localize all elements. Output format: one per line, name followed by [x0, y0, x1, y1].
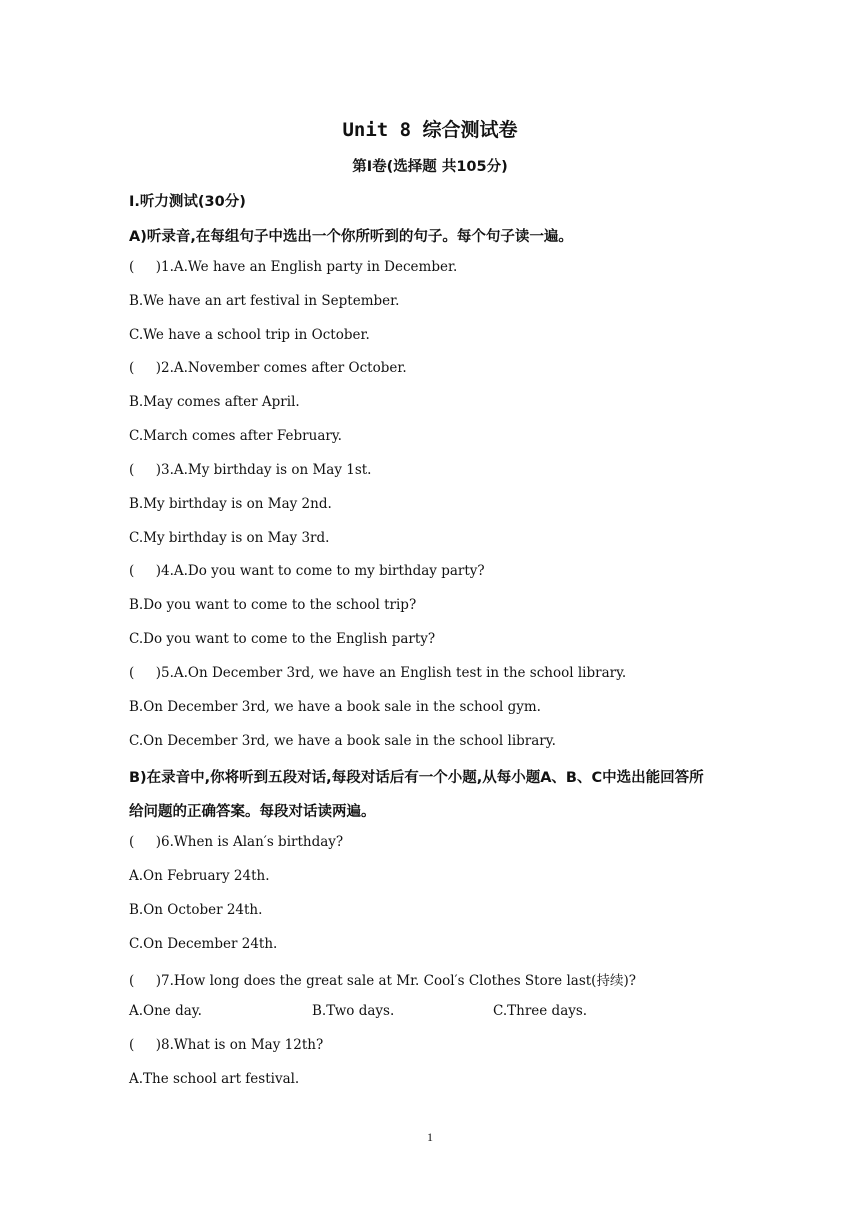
- option-line: B.My birthday is on May 2nd.: [129, 496, 332, 512]
- option-line: C.Do you want to come to the English party?: [129, 631, 436, 647]
- page-number: 1: [427, 1130, 433, 1144]
- option-line: B.We have an art festival in September.: [129, 293, 400, 309]
- part-a-instruction: A)听录音,在每组句子中选出一个你所听到的句子。每个句子读一遍。: [129, 229, 573, 245]
- question-line: ( )8.What is on May 12th?: [129, 1037, 324, 1053]
- page-title: Unit 8 综合测试卷: [342, 119, 518, 141]
- option-c: C.Three days.: [493, 1003, 588, 1019]
- option-line: C.We have a school trip in October.: [129, 327, 370, 343]
- option-line: B.Do you want to come to the school trip?: [129, 597, 417, 613]
- option-line: C.My birthday is on May 3rd.: [129, 530, 330, 546]
- option-line: A.The school art festival.: [129, 1071, 300, 1087]
- question-line: ( )2.A.November comes after October.: [129, 360, 407, 376]
- question-line: ( )3.A.My birthday is on May 1st.: [129, 462, 372, 478]
- option-line: C.On December 24th.: [129, 936, 278, 952]
- option-line: B.May comes after April.: [129, 394, 300, 410]
- option-line: B.On October 24th.: [129, 902, 263, 918]
- question-line: ( )6.When is Alan′s birthday?: [129, 834, 344, 850]
- option-b: B.Two days.: [312, 1003, 395, 1019]
- option-line: C.On December 3rd, we have a book sale in the school library.: [129, 733, 556, 749]
- question-line: ( )1.A.We have an English party in December.: [129, 259, 458, 275]
- option-line: C.March comes after February.: [129, 428, 342, 444]
- part-b-instruction: 给问题的正确答案。每段对话读两遍。: [129, 804, 376, 820]
- page-subtitle: 第Ⅰ卷(选择题 共105分): [352, 159, 508, 175]
- question-line: ( )5.A.On December 3rd, we have an English test in the school library.: [129, 665, 627, 681]
- option-line: A.On February 24th.: [129, 868, 270, 884]
- section-heading: Ⅰ.听力测试(30分): [129, 194, 246, 210]
- question-line: ( )7.How long does the great sale at Mr. Cool′s Clothes Store last(持续)?: [129, 973, 636, 989]
- option-a: A.One day.: [129, 1003, 202, 1019]
- part-b-instruction: B)在录音中,你将听到五段对话,每段对话后有一个小题,从每小题A、B、C中选出能回答所: [129, 770, 704, 786]
- question-line: ( )4.A.Do you want to come to my birthday party?: [129, 563, 485, 579]
- option-line: B.On December 3rd, we have a book sale in the school gym.: [129, 699, 541, 715]
